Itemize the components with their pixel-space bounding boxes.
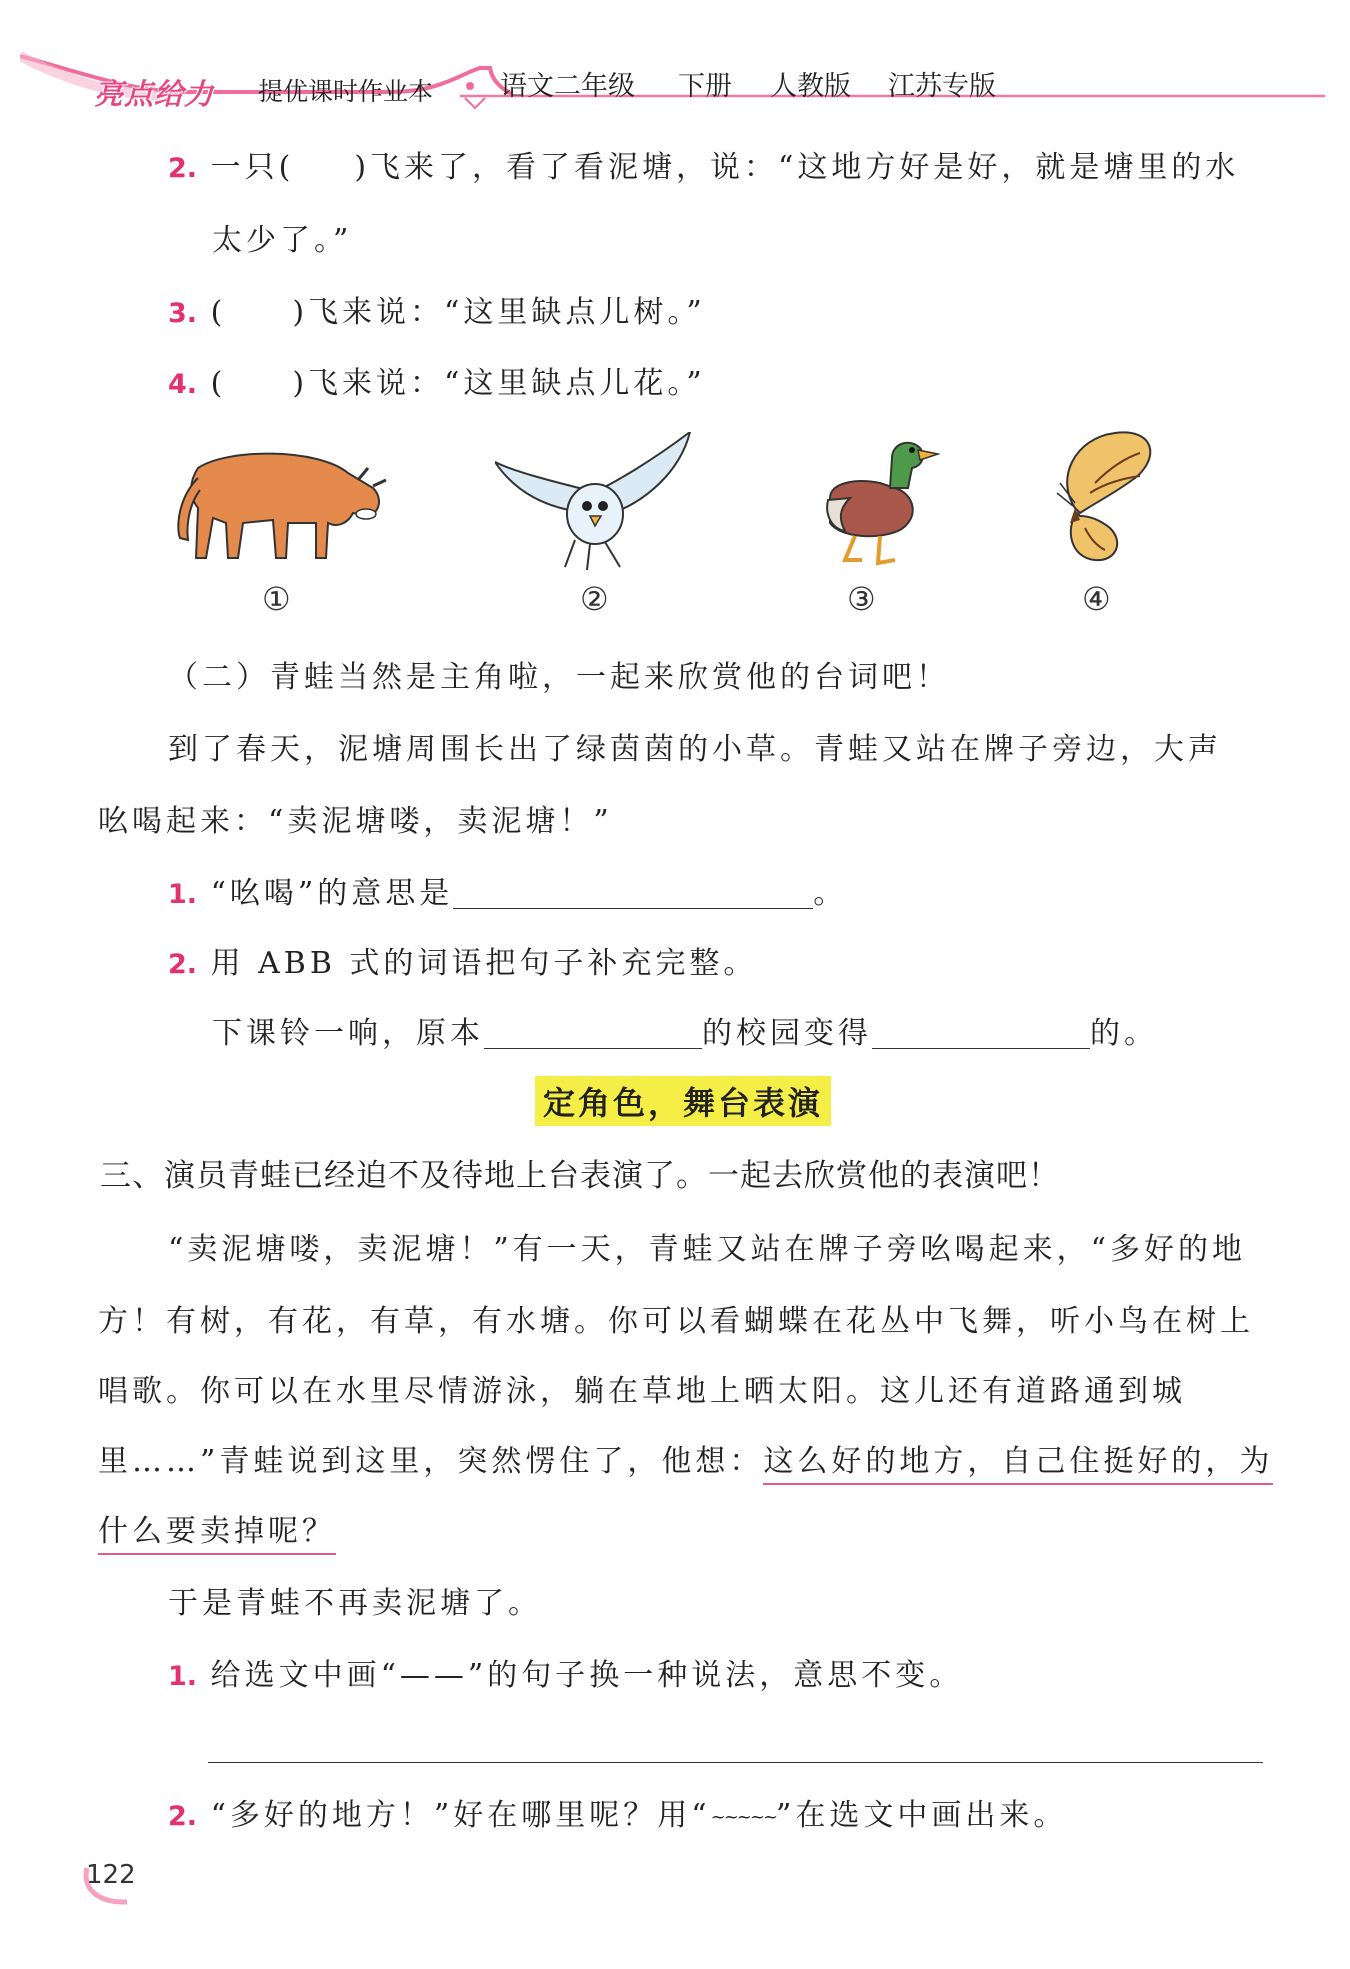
story-line-2: 方！有树，有花，有草，有水塘。你可以看蝴蝶在花丛中飞舞，听小鸟在树上 bbox=[98, 1304, 1254, 1339]
part-two-question-1: 1. “吆喝”的意思是 。 bbox=[168, 876, 848, 911]
part-two-question-2: 2. 用 ABB 式的词语把句子补充完整。 bbox=[168, 946, 758, 981]
answer-line[interactable] bbox=[208, 1762, 1263, 1763]
butterfly-icon bbox=[1035, 428, 1165, 568]
duck-icon bbox=[800, 428, 940, 573]
underlined-sentence: 这么好的地方，自己住挺好的，为 bbox=[763, 1444, 1273, 1485]
story-line-4: 里……”青蛙说到这里，突然愣住了，他想：这么好的地方，自己住挺好的，为 bbox=[98, 1436, 1273, 1480]
question-item-3: 3. ( )飞来说：“这里缺点儿树。” bbox=[168, 295, 706, 330]
answer-line[interactable] bbox=[872, 1018, 1090, 1049]
picture-label-4: ④ bbox=[1082, 580, 1111, 618]
picture-label-3: ③ bbox=[847, 580, 876, 618]
fill-sentence: 下课铃一响，原本 的校园变得 的。 bbox=[212, 1016, 1158, 1051]
question-item-2: 2. 一只( )飞来了，看了看泥塘，说：“这地方好是好，就是塘里的水 bbox=[168, 150, 1240, 185]
subject-grade: 语文二年级 bbox=[500, 71, 635, 102]
item-number: 2. bbox=[168, 153, 198, 184]
part-two-heading: （二）青蛙当然是主角啦，一起来欣赏他的台词吧！ bbox=[168, 660, 950, 695]
story-line-3: 唱歌。你可以在水里尽情游泳，躺在草地上晒太阳。这儿还有道路通到城 bbox=[98, 1374, 1186, 1409]
story-line-5 bbox=[98, 1506, 336, 1550]
page-number: 122 bbox=[86, 1860, 136, 1890]
ox-icon bbox=[168, 428, 398, 568]
brand-logo: 亮点给力 bbox=[94, 77, 215, 111]
bird-icon bbox=[495, 432, 695, 572]
part-three-question-1: 1. 给选文中画“——”的句子换一种说法，意思不变。 bbox=[168, 1658, 964, 1693]
question-item-2-continued: 太少了。” bbox=[212, 223, 353, 258]
edition: 人教版 bbox=[770, 71, 851, 102]
passage-line-2: 吆喝起来：“卖泥塘喽，卖泥塘！” bbox=[98, 804, 613, 839]
picture-label-1: ① bbox=[262, 580, 291, 618]
story-line-1: “卖泥塘喽，卖泥塘！”有一天，青蛙又站在牌子旁吆喝起来，“多好的地 bbox=[168, 1232, 1247, 1267]
part-three-heading: 三、演员青蛙已经迫不及待地上台表演了。一起去欣赏他的表演吧！ bbox=[100, 1158, 1060, 1194]
question-item-4: 4. ( )飞来说：“这里缺点儿花。” bbox=[168, 366, 706, 401]
wave-line-mark: ~~~~~ bbox=[710, 1806, 777, 1828]
section-title: 定角色，舞台表演 bbox=[535, 1076, 831, 1126]
part-three-question-2: 2. “多好的地方！”好在哪里呢？用“~~~~~”在选文中画出来。 bbox=[168, 1798, 1068, 1833]
series-title: 提优课时作业本 bbox=[258, 77, 434, 106]
volume: 下册 bbox=[678, 71, 732, 102]
header-banner bbox=[20, 52, 1330, 112]
story-line-6: 于是青蛙不再卖泥塘了。 bbox=[168, 1586, 542, 1621]
passage-line-1: 到了春天，泥塘周围长出了绿茵茵的小草。青蛙又站在牌子旁边，大声 bbox=[168, 732, 1222, 767]
answer-line[interactable] bbox=[453, 878, 813, 909]
underlined-sentence: 什么要卖掉呢？ bbox=[98, 1514, 336, 1555]
answer-line[interactable] bbox=[484, 1018, 702, 1049]
picture-label-2: ② bbox=[580, 580, 609, 618]
region-edition: 江苏专版 bbox=[888, 71, 996, 102]
